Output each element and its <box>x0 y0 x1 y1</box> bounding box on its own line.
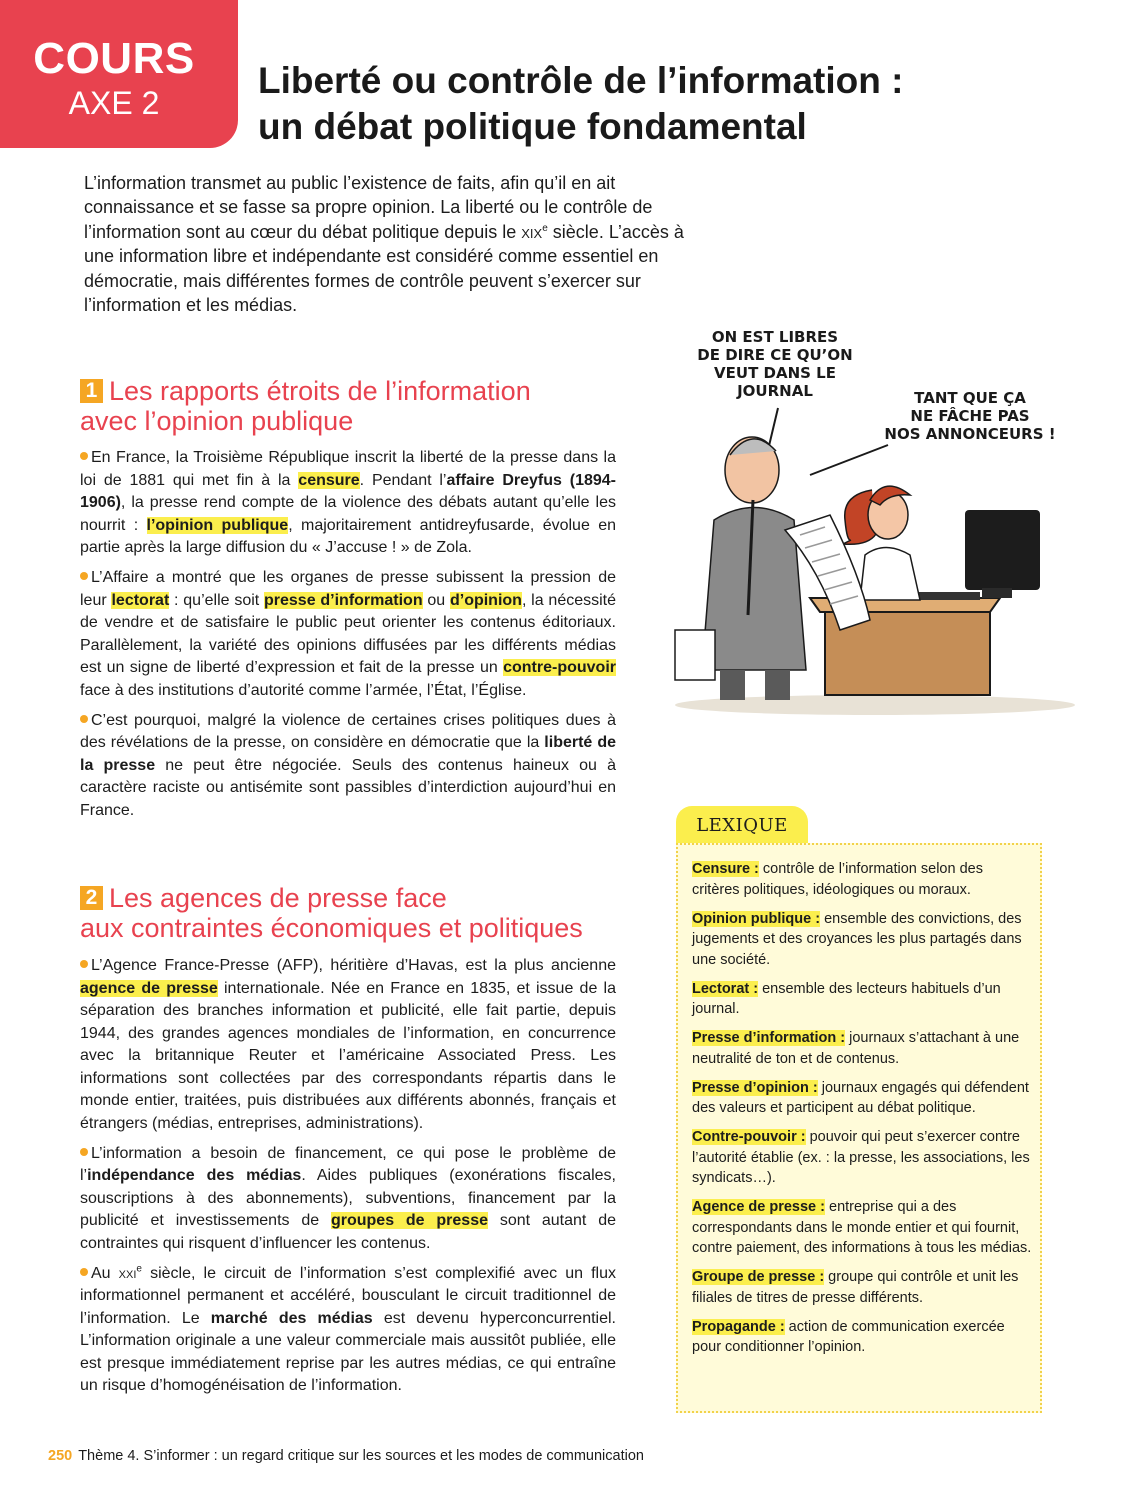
lexique-entry: Contre-pouvoir : pouvoir qui peut s’exercer contre l’autorité établie (ex. : la presse, les associations, les syndicats…). <box>692 1129 1030 1186</box>
section1-title-line1: Les rapports étroits de l’information <box>109 376 531 406</box>
page-number: 250 <box>48 1448 73 1464</box>
intro-text-1: L’information transmet au public l’existence de faits, afin qu’il en ait connaissance et se fasse sa propre opinion. La liberté ou le contrôle de l’information sont au cœur du débat politique depuis le <box>84 173 653 242</box>
bubble2-line3: NOS ANNONCEURS ! <box>884 425 1056 443</box>
bullet-dot-icon <box>80 1148 88 1156</box>
keyword-lectorat: lectorat <box>111 591 170 609</box>
section1-title-line2: avec l’opinion publique <box>80 406 354 436</box>
bullet-dot-icon <box>80 452 88 460</box>
footer-text: Thème 4. S’informer : un regard critique sur les sources et les modes de communication <box>78 1448 644 1464</box>
keyword-censure: censure <box>298 471 360 489</box>
bubble1-line3: VEUT DANS LE <box>714 364 836 382</box>
lexique-entry: Censure : contrôle de l’information selon des critères politiques, idéologiques ou moraux. <box>692 861 983 898</box>
intro-century: xix <box>521 221 543 242</box>
section2-title-line2: aux contraintes économiques et politiques <box>80 913 583 943</box>
bubble1-line2: DE DIRE CE QU’ON <box>697 346 853 364</box>
keyword-opinion: d’opinion <box>449 591 522 609</box>
affaire-dreyfus: affaire Dreyfus (1894-1906) <box>80 471 617 511</box>
section1-paragraph-2: L’Affaire a montré que les organes de presse subissent la pression de leur lectorat : qu’elle soit presse d’information ou d’opinion, la nécessité de vendre et de satisfaire le public peut orienter les contenus éditoriaux. Parallèlement, la variété des opinions diffusées par les différents médias est un signe de liberté d’expression et fait de la presse un contre-pouvoir face à des institutions d’autorité comme l’armée, l’État, l’Église. <box>80 569 617 699</box>
intro-text-2: siècle. L’accès à une information libre et indépendante est considéré comme essentiel en démocratie, mais différentes formes de contrôle peuvent s’exercer sur l’information et les médias. <box>84 221 684 316</box>
section1-paragraph-1: En France, la Troisième République inscrit la liberté de la presse dans la loi de 1881 qui met fin à la censure. Pendant l’affaire Dreyfus (1894-1906), la presse rend compte de la violence des débats autant qu’elle les nourrit : l’opinion publique, majoritairement antidreyfusarde, évolue en partie après la large diffusion du « J’accuse ! » de Zola. <box>80 449 617 556</box>
page-title-line2: un débat politique fondamental <box>258 106 807 147</box>
lexique-entry: Opinion publique : ensemble des convictions, des jugements et des croyances les plus partagés dans une société. <box>692 910 1022 968</box>
page-footer <box>48 1446 644 1466</box>
bullet-dot-icon <box>80 960 88 968</box>
cartoon-illustration <box>660 320 1090 720</box>
keyword-opinion-publique: l’opinion publique <box>146 516 289 534</box>
keyword-agence-de-presse: agence de presse <box>80 979 218 997</box>
bubble2-line1: TANT QUE ÇA <box>914 389 1026 407</box>
intro-paragraph <box>84 171 684 317</box>
axe-label: AXE 2 <box>68 85 160 121</box>
lexique-entry: Agence de presse : entreprise qui a des correspondants dans le monde entier et qui fournit, contre paiement, des informations à tous les médias. <box>692 1199 1032 1256</box>
section2-title <box>80 883 640 943</box>
section1-body <box>80 447 616 830</box>
section2-paragraph-1: L’Agence France-Presse (AFP), héritière d’Havas, est la plus ancienne agence de presse internationale. Née en France en 1835, et issue de la séparation des branches information et publicité, elle fait partie, depuis 1944, des grandes agences mondiales de l’information, en concurrence avec la britannique Reuter et l’américaine Associated Press. Les informations sont collectées par des correspondants répartis dans le monde entier, traitées, puis distribuées aux différents abonnés, français et étrangers (médias, entreprises, administrations). <box>80 957 616 1132</box>
lexique-entry: Propagande : action de communication exercée pour conditionner l’opinion. <box>692 1318 1005 1355</box>
bullet-dot-icon <box>80 715 88 723</box>
lexique-entry: Presse d’opinion : journaux engagés qui défendent des valeurs et participent au débat politique. <box>692 1079 1029 1116</box>
intro-century-sup: e <box>542 222 548 234</box>
lexique-entries <box>692 859 1032 1366</box>
keyword-presse-information: presse d’information <box>264 591 423 609</box>
bubble2-line2: NE FÂCHE PAS <box>910 407 1030 425</box>
lexique-entry: Lectorat : ensemble des lecteurs habituels d’un journal. <box>692 980 1001 1017</box>
keyword-contre-pouvoir: contre-pouvoir <box>503 659 616 676</box>
lexique-title: LEXIQUE <box>676 806 808 844</box>
liberte-presse: liberté de la presse <box>80 734 616 774</box>
independance-medias: indépendance des médias <box>87 1167 302 1184</box>
section2-paragraph-3: Au xxi$^e$ siècle, le circuit de l’information s’est complexifié avec un flux informationnel permanent et accéléré, bousculant le circuit traditionnel de l’information. Le marché des médias est devenu hyperconcurrentiel. L’information originale a une valeur commerciale mais aussitôt publiée, elle est presque immédiatement reprise par les autres médias, ce qui entraîne un risque d’homogénéisation de l’information. <box>80 1263 617 1394</box>
section1-title <box>80 376 640 436</box>
section1-paragraph-3: C’est pourquoi, malgré la violence de certaines crises politiques dues à des révélations de la presse, on considère en démocratie que la liberté de la presse ne peut être négociée. Seuls des contenus haineux ou à caractère raciste ou antisémite sont passibles d’interdiction aujourd’hui en France. <box>80 711 616 819</box>
section2-paragraph-2: L’information a besoin de financement, ce qui pose le problème de l’indépendance des médias. Aides publiques (exonérations fiscales, souscriptions à des abonnements), subventions, financement par la publicité et investissements de groupes de presse sont autant de contraintes qui risquent d’influencer les contenus. <box>80 1144 616 1252</box>
bubble1-line4: JOURNAL <box>737 382 813 400</box>
cours-axe-badge <box>0 0 238 148</box>
section1-number: 1 <box>80 379 103 403</box>
section2-number: 2 <box>80 886 103 910</box>
page-title <box>258 58 1078 150</box>
section2-title-line1: Les agences de presse face <box>109 883 447 913</box>
page-title-line1: Liberté ou contrôle de l’information : <box>258 60 904 101</box>
keyword-groupes-de-presse: groupes de presse <box>330 1212 488 1229</box>
bubble1-line1: ON EST LIBRES <box>711 328 839 346</box>
section2-body <box>80 955 616 1405</box>
lexique-entry: Groupe de presse : groupe qui contrôle et unit les filiales de titres de presse différents. <box>692 1269 1019 1306</box>
marche-medias: marché des médias <box>210 1309 373 1327</box>
cours-label: COURS <box>33 34 195 83</box>
bullet-dot-icon <box>80 572 88 580</box>
bullet-dot-icon <box>80 1268 88 1276</box>
lexique-entry: Presse d’information : journaux s’attachant à une neutralité de ton et de contenus. <box>692 1030 1020 1067</box>
